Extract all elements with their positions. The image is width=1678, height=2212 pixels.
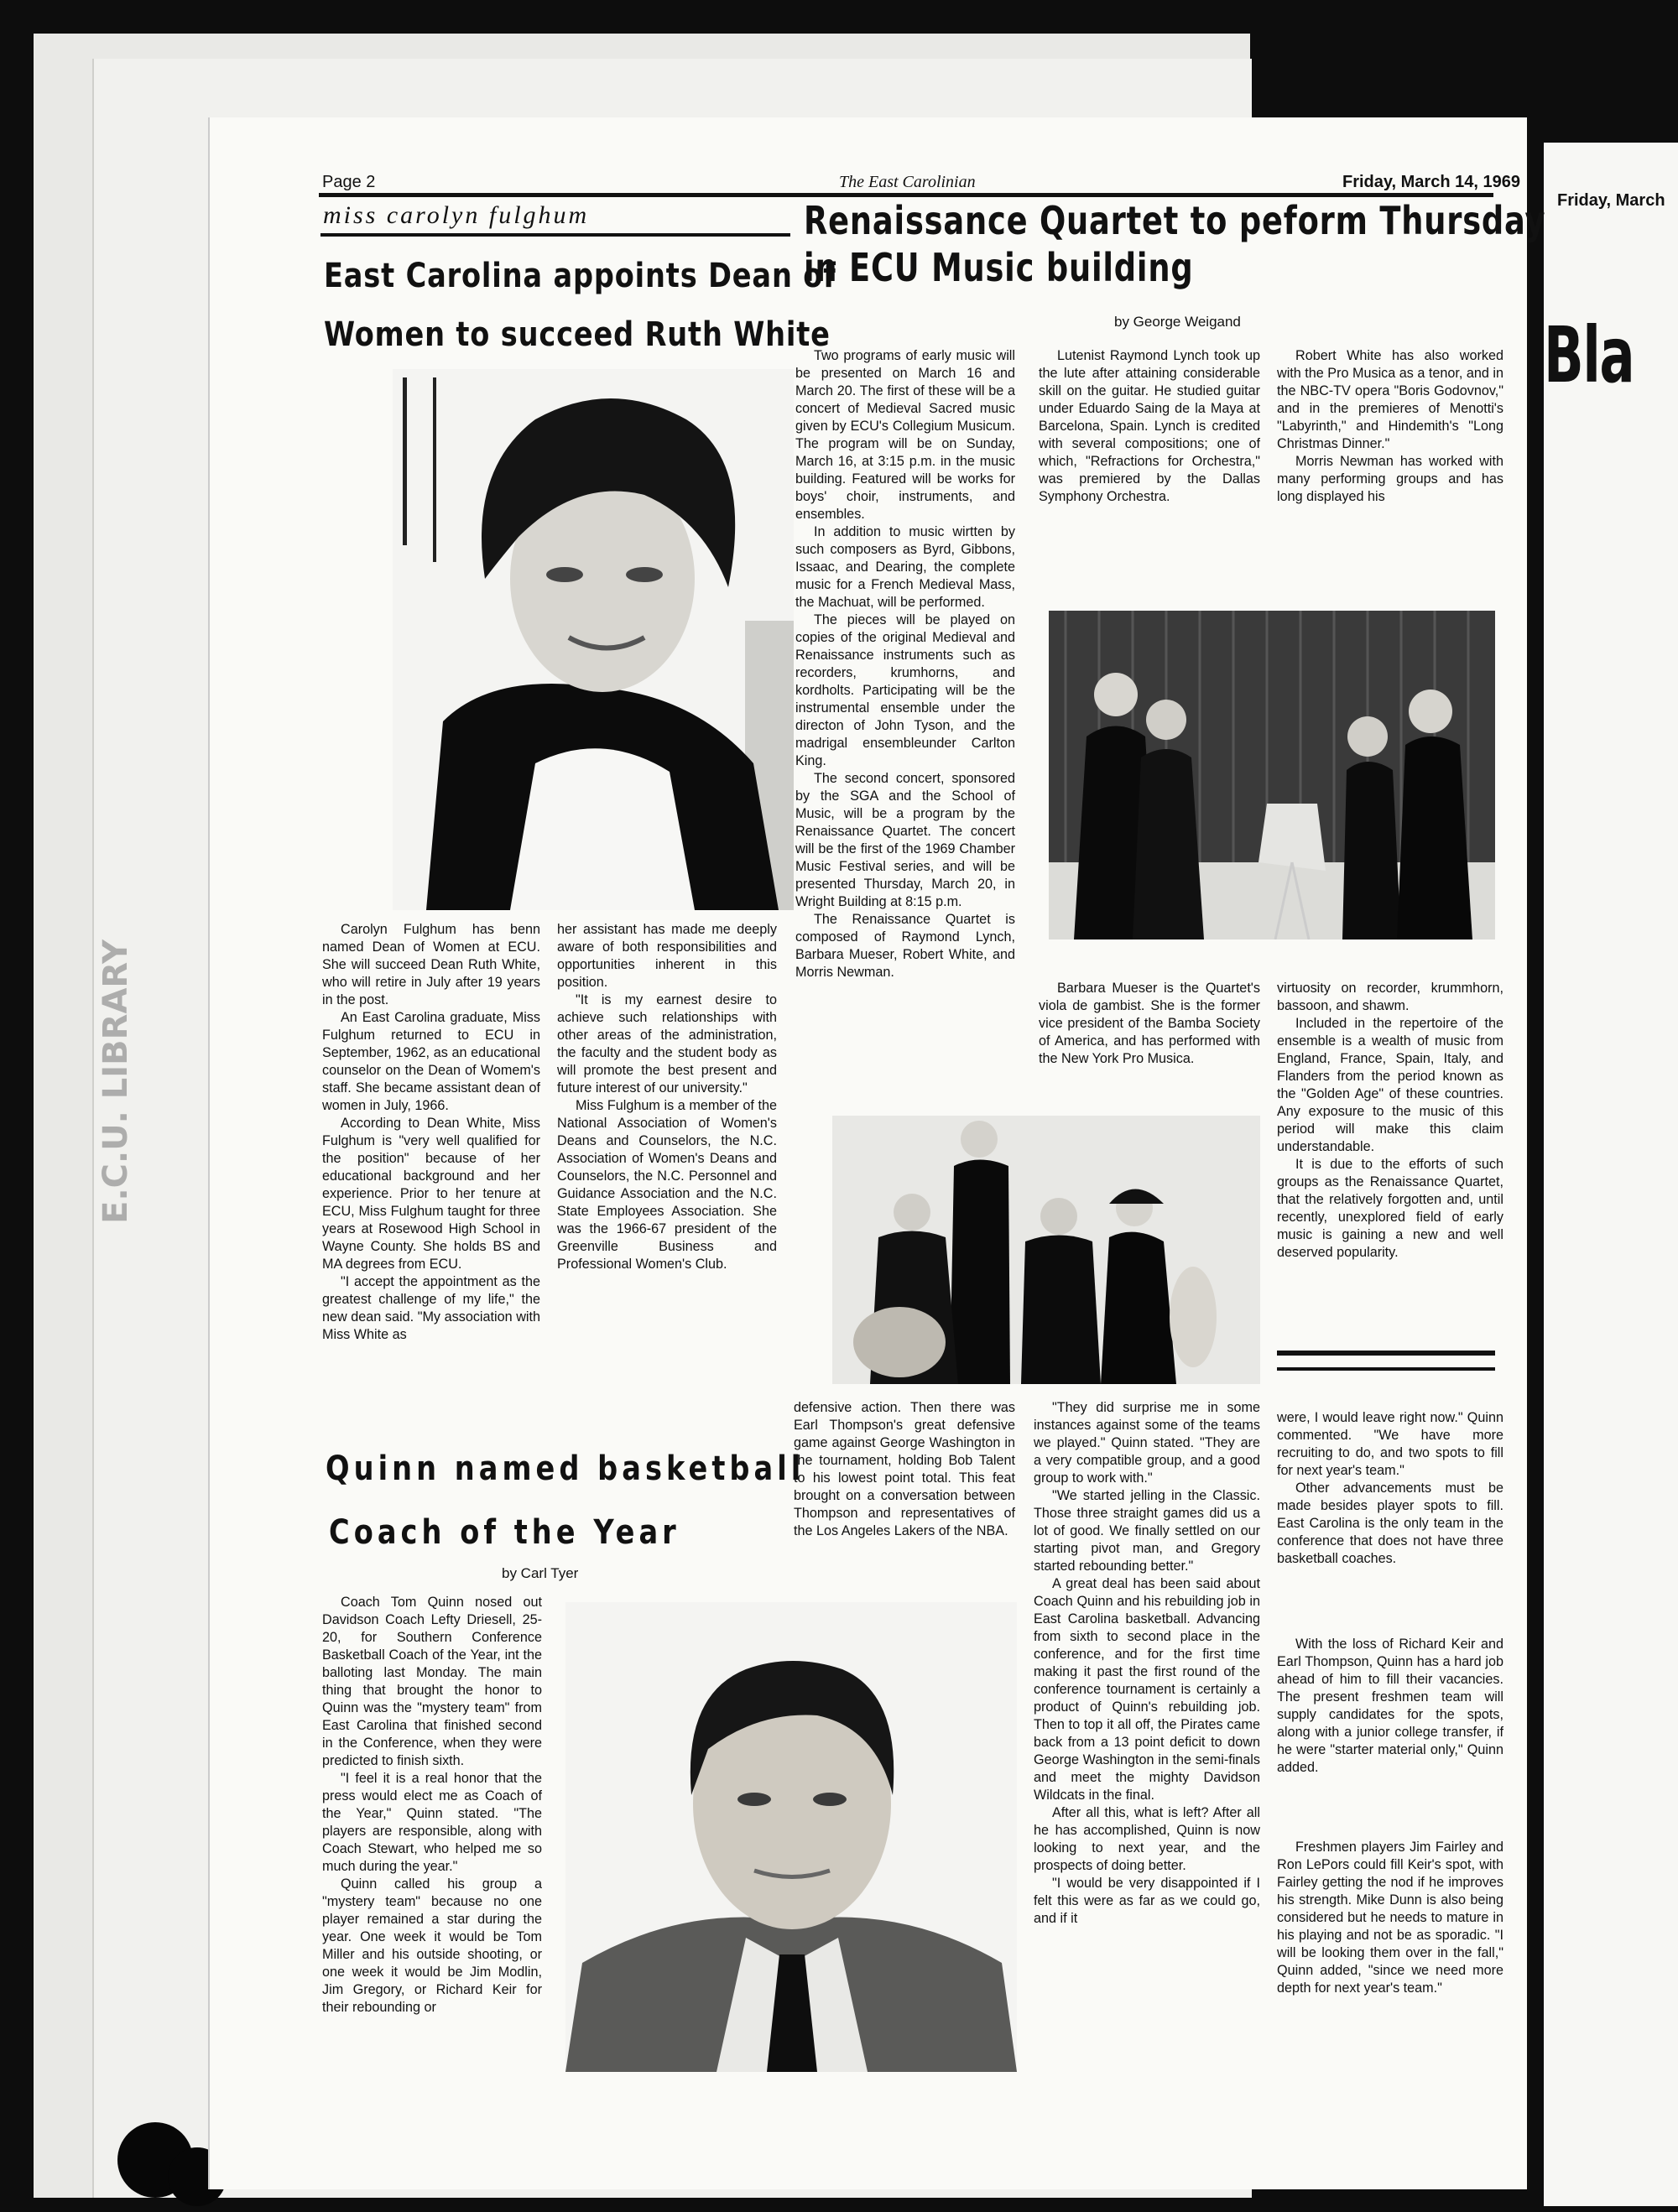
- paragraph: An East Carolina graduate, Miss Fulghum returned to ECU in September, 1962, as an educational counselor on the Dean of Womem's staff. She became assistant dean of women in July, 1966.: [322, 1010, 540, 1113]
- paragraph: Coach Tom Quinn nosed out Davidson Coach Lefty Driesell, 25-20, for Southern Conference Basketball Coach of the Year, int the balloting last Monday. The main thing that brought the honor to Quinn was the "mystery team" from East Carolina that finished second in the Conference, when they were predicted to finish sixth.: [322, 1595, 542, 1768]
- paragraph: In addition to music wirtten by such composers as Byrd, Gibbons, Issaac, and Dearing, the complete music for a French Medieval Mass, the Machuat, will be performed.: [795, 524, 1015, 610]
- paragraph: Lutenist Raymond Lynch took up the lute after attaining considerable skill on the guitar. He studied guitar under Eduardo Saing de la Maya at Barcelona, Spain. Lynch is credited with several compositions; one of which, "Refractions for Orchestra," was premiered by the Dallas Symphony Orchestra.: [1039, 348, 1260, 504]
- quartet-headline-line1: Renaissance Quartet to peform Thursday: [804, 198, 1546, 243]
- paragraph: After all this, what is left? After all he has accomplished, Quinn is now looking to next year, and the prospects of doing better.: [1034, 1805, 1260, 1873]
- paragraph: her assistant has made me deeply aware of both responsibilities and opportunities inherent in this position.: [557, 922, 777, 990]
- paragraph: "I feel it is a real honor that the press would elect me as Coach of the Year," Quinn stated. "The players are responsible, along with Coach Stewart, who helped me so much during the year.": [322, 1771, 542, 1874]
- quartet-rehearsal-photo: [1049, 611, 1495, 939]
- adjacent-page-headline: Bla: [1544, 310, 1634, 400]
- column-head: miss carolyn fulghum: [323, 201, 590, 229]
- paragraph: were, I would leave right now." Quinn commented. "We have more recruiting to do, and two spots to fill for next year's team.": [1277, 1410, 1503, 1478]
- quartet-headline-line2: in ECU Music building: [804, 245, 1194, 290]
- issue-date: Friday, March 14, 1969: [1342, 173, 1520, 191]
- quinn-article-column-4b: [1277, 1636, 1503, 1777]
- quinn-byline: by Carl Tyer: [502, 1565, 579, 1581]
- paragraph: virtuosity on recorder, krummhorn, bassoon, and shawm.: [1277, 981, 1503, 1013]
- dean-headline-line1: East Carolina appoints Dean of: [324, 257, 836, 295]
- renaissance-quartet-photo: [832, 1116, 1260, 1384]
- paragraph: The pieces will be played on copies of the original Medieval and Renaissance instruments such as recorders, krumhorns, and kordholts. Participating will be the instrumental ensemble under the directon of John Tyson, and the madrigal ensembleunder Carlton King.: [795, 612, 1015, 768]
- quartet-article-column-2: [1039, 347, 1260, 506]
- paragraph: "I accept the appointment as the greatest challenge of my life," the new dean said. "My association with Miss White as: [322, 1274, 540, 1342]
- dean-article-column-1: [322, 921, 540, 1344]
- library-stamp: [96, 939, 137, 1258]
- quinn-headline-line1: Quinn named basketball: [326, 1450, 805, 1488]
- page-number: Page 2: [322, 173, 376, 191]
- quinn-article-column-2: [794, 1399, 1015, 1540]
- paper-name: The East Carolinian: [839, 173, 976, 191]
- quinn-article-column-4a: [1277, 1409, 1503, 1568]
- quartet-article-column-3: [1277, 347, 1503, 506]
- paragraph: defensive action. Then there was Earl Thompson's great defensive game against George Washington in the tournament, holding Bob Talent to his lowest point total. This feat brought on a conversation between Thompson and representatives of the Los Angeles Lakers of the NBA.: [794, 1400, 1015, 1538]
- paragraph: Carolyn Fulghum has benn named Dean of Women at ECU. She will succeed Dean Ruth White, who will retire in July after 19 years in the post.: [322, 922, 540, 1007]
- paragraph: With the loss of Richard Keir and Earl Thompson, Quinn has a hard job ahead of him to fill their vacancies. The present freshmen team will supply candidates for the spots, along with a junior college transfer, if he were "starter material only," Quinn added.: [1277, 1637, 1503, 1775]
- quartet-article-column-2b: [1039, 980, 1260, 1068]
- quinn-headline-line2: Coach of the Year: [329, 1513, 680, 1552]
- paragraph: Included in the repertoire of the ensemble is a wealth of music from England, France, Spain, Italy, and Flanders from the period known as the "Golden Age" of these countries. Any exposure to the music of this period will make this claim understandable.: [1277, 1016, 1503, 1154]
- paragraph: The second concert, sponsored by the SGA and the School of Music, will be a program by the Renaissance Quartet. The concert will be the first of the 1969 Chamber Music Festival series, and will be presented Thursday, March 20, in Wright Building at 8:15 p.m.: [795, 771, 1015, 909]
- carolyn-fulghum-photo: [393, 369, 794, 910]
- paragraph: Quinn called his group a "mystery team" because no one player remained a star during the year. One week it would be Tom Miller and his outside shooting, or one week it would be Jim Modlin, Jim Gregory, or Richard Keir for their rebounding or: [322, 1876, 542, 2015]
- paragraph: Morris Newman has worked with many performing groups and has long displayed his: [1277, 454, 1503, 504]
- quinn-article-column-4c: [1277, 1839, 1503, 1997]
- section-divider: [1277, 1351, 1495, 1356]
- paragraph: According to Dean White, Miss Fulghum is "very well qualified for the position" because of her educational background and her experience. Prior to her tenure at ECU, Miss Fulghum taught for three years at Rosewood High School in Wayne County. She holds BS and MA degrees from ECU.: [322, 1116, 540, 1272]
- paragraph: Other advancements must be made besides player spots to fill. East Carolina is the only team in the conference that does not have three basketball coaches.: [1277, 1481, 1503, 1566]
- paragraph: Robert White has also worked with the Pro Musica as a tenor, and in the NBC-TV opera "Boris Godovnov," and in the premieres of Menotti's "Labyrinth," and Hindemith's "Long Christmas Dinner.": [1277, 348, 1503, 451]
- paragraph: Miss Fulghum is a member of the National Association of Women's Deans and Counselors, the N.C. Association of Women's Deans and Counselors, the N.C. Personnel and Guidance Association and the N.C. State Employees Association. She was the 1966-67 president of the Greenville Business and Professional Women's Club.: [557, 1098, 777, 1272]
- quartet-byline: by George Weigand: [1114, 314, 1241, 330]
- paragraph: A great deal has been said about Coach Quinn and his rebuilding job in East Carolina basketball. Advancing from sixth to second place in the conference, and for the first time making it past the first round of the conference tournament is certainly a product of Quinn's rebuilding job. Then to top it all off, the Pirates came back from a 13 point deficit to down George Washington in the semi-finals and meet the mighty Davidson Wildcats in the final.: [1034, 1576, 1260, 1803]
- paragraph: It is due to the efforts of such groups as the Renaissance Quartet, that the relatively forgotten and, until recently, unexplored field of early music is gaining a new and well deserved popularity.: [1277, 1157, 1503, 1260]
- quartet-article-column-3b: [1277, 980, 1503, 1262]
- library-stamp-text: E.C.U. LIBRARY: [96, 939, 135, 1224]
- quinn-article-column-3: [1034, 1399, 1260, 1928]
- paragraph: Barbara Mueser is the Quartet's viola de gambist. She is the former vice president of the Bamba Society of America, and has performed with the New York Pro Musica.: [1039, 981, 1260, 1066]
- paragraph: "I would be very disappointed if I felt this were as far as we could go, and if it: [1034, 1876, 1260, 1926]
- quinn-article-column-1: [322, 1594, 542, 2017]
- adjacent-page: [1544, 143, 1678, 2206]
- paragraph: "It is my earnest desire to achieve such relationships with other areas of the administration, the faculty and the student body as will promote the best present and future interest of our university.": [557, 992, 777, 1096]
- header-rule: [319, 193, 1493, 197]
- quartet-article-column-1: [795, 347, 1015, 981]
- adjacent-page-date: Friday, March: [1557, 191, 1665, 210]
- paragraph: "We started jelling in the Classic. Those three straight games did us a lot of good. We finally settled on our starting pivot man, and Gregory started rebounding better.": [1034, 1488, 1260, 1574]
- paragraph: Freshmen players Jim Fairley and Ron LePors could fill Keir's spot, with Fairley getting the nod if he improves his strength. Mike Dunn is also being considered but he needs to mature in his playing and not be as sporadic. "I will be looking them over in the fall," Quinn added, "since we need more depth for next year's team.": [1277, 1840, 1503, 1996]
- paragraph: "They did surprise me in some instances against some of the teams we played." Quinn stated. "They are a very compatible group, and a good group to work with.": [1034, 1400, 1260, 1486]
- paragraph: The Renaissance Quartet is composed of Raymond Lynch, Barbara Mueser, Robert White, and Morris Newman.: [795, 912, 1015, 980]
- column-head-rule: [320, 233, 790, 237]
- tom-quinn-photo: [565, 1602, 1017, 2072]
- section-divider: [1277, 1367, 1495, 1371]
- dean-article-column-2: [557, 921, 777, 1273]
- dean-headline-line2: Women to succeed Ruth White: [324, 315, 831, 354]
- paragraph: Two programs of early music will be presented on March 16 and March 20. The first of these will be a concert of Medieval Sacred music given by ECU's Collegium Musicum. The program will be on Sunday, March 16, at 3:15 p.m. in the music building. Featured will be works for boys' choir, instruments, and ensembles.: [795, 348, 1015, 522]
